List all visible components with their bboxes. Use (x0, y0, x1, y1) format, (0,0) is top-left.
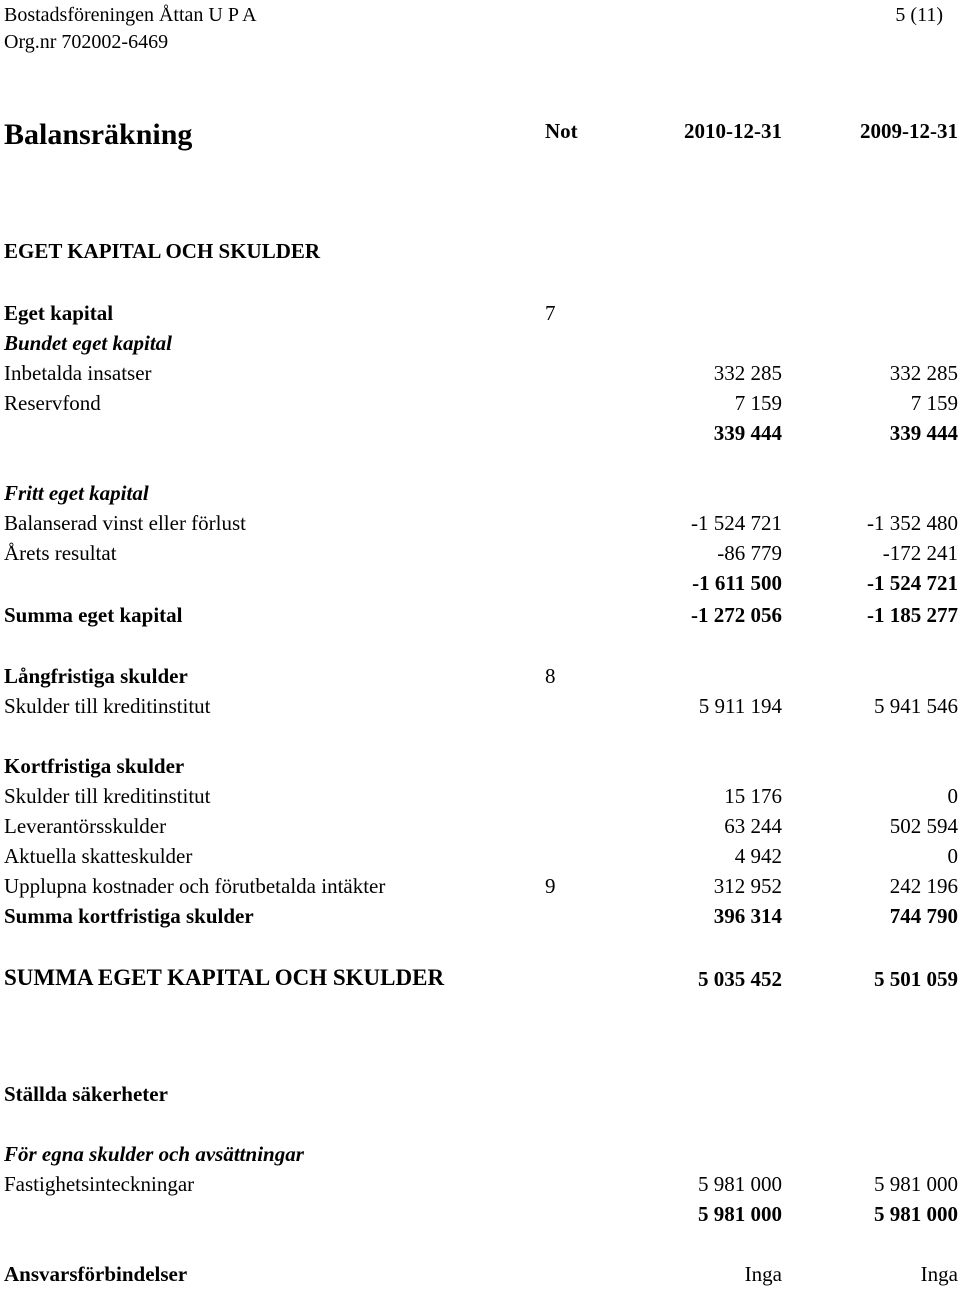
subgroup-label: För egna skulder och avsättningar (4, 1142, 304, 1166)
row-label: Inbetalda insatser (4, 361, 152, 385)
subtotal-2010: 5 981 000 (698, 1202, 782, 1226)
subtotal-2009: 5 981 000 (874, 1202, 958, 1226)
note-column-header: Not (545, 119, 578, 143)
subtotal-2009: 339 444 (889, 421, 958, 445)
value-2010: 15 176 (724, 784, 782, 808)
value-2010: -86 779 (717, 541, 782, 565)
row-label: Fastighetsinteckningar (4, 1172, 195, 1196)
row-label: Upplupna kostnader och förutbetalda intäkter (4, 874, 386, 898)
group-label-long-term-debt: Långfristiga skulder (4, 664, 188, 688)
total-label: Summa kortfristiga skulder (4, 904, 254, 928)
value-2010: -1 524 721 (691, 511, 782, 535)
value-2009: 7 159 (910, 391, 958, 415)
group-label-pledged-assets: Ställda säkerheter (4, 1082, 168, 1106)
value-2010: 7 159 (734, 391, 782, 415)
total-label: Summa eget kapital (4, 603, 183, 627)
column-header-2009: 2009-12-31 (860, 119, 958, 143)
value-2010: 4 942 (734, 844, 782, 868)
grand-total-2010: 5 035 452 (698, 967, 782, 991)
subtotal-2009: -1 524 721 (867, 571, 958, 595)
organization-name: Bostadsföreningen Åttan U P A (4, 4, 257, 26)
subgroup-label: Fritt eget kapital (4, 481, 149, 505)
subtotal-2010: 339 444 (713, 421, 782, 445)
total-2009: -1 185 277 (867, 603, 958, 627)
value-2010: 5 911 194 (698, 694, 782, 718)
group-label-short-term-debt: Kortfristiga skulder (4, 754, 185, 778)
page-number: 5 (11) (895, 4, 943, 26)
row-label: Skulder till kreditinstitut (4, 784, 211, 808)
subgroup-label: Bundet eget kapital (4, 331, 172, 355)
value-2009: 502 594 (889, 814, 958, 838)
page-title: Balansräkning (4, 118, 193, 151)
value-2009: 5 981 000 (874, 1172, 958, 1196)
value-2009: -172 241 (882, 541, 958, 565)
value-2009: 242 196 (889, 874, 958, 898)
value-2010: Inga (744, 1262, 782, 1286)
note-ref: 8 (545, 664, 556, 688)
value-2009: 0 (947, 844, 958, 868)
value-2009: 5 941 546 (874, 694, 958, 718)
group-label-contingent-liabilities: Ansvarsförbindelser (4, 1262, 188, 1286)
section-heading: EGET KAPITAL OCH SKULDER (4, 239, 321, 263)
value-2009: 332 285 (889, 361, 958, 385)
value-2010: 332 285 (713, 361, 782, 385)
value-2010: 63 244 (724, 814, 782, 838)
grand-total-2009: 5 501 059 (874, 967, 958, 991)
note-ref: 9 (545, 874, 556, 898)
value-2009: -1 352 480 (867, 511, 958, 535)
value-2010: 5 981 000 (698, 1172, 782, 1196)
group-label-equity: Eget kapital (4, 301, 114, 325)
row-label: Årets resultat (4, 541, 117, 565)
total-2010: 396 314 (713, 904, 782, 928)
row-label: Skulder till kreditinstitut (4, 694, 211, 718)
row-label: Balanserad vinst eller förlust (4, 511, 247, 535)
value-2009: 0 (947, 784, 958, 808)
value-2010: 312 952 (713, 874, 782, 898)
row-label: Leverantörsskulder (4, 814, 167, 838)
total-2009: 744 790 (889, 904, 958, 928)
note-ref: 7 (545, 301, 556, 325)
subtotal-2010: -1 611 500 (692, 571, 782, 595)
grand-total-label: SUMMA EGET KAPITAL OCH SKULDER (4, 965, 445, 990)
total-2010: -1 272 056 (691, 603, 782, 627)
value-2009: Inga (920, 1262, 958, 1286)
row-label: Reservfond (4, 391, 101, 415)
column-header-2010: 2010-12-31 (684, 119, 782, 143)
organization-number: Org.nr 702002-6469 (4, 31, 169, 53)
row-label: Aktuella skatteskulder (4, 844, 193, 868)
